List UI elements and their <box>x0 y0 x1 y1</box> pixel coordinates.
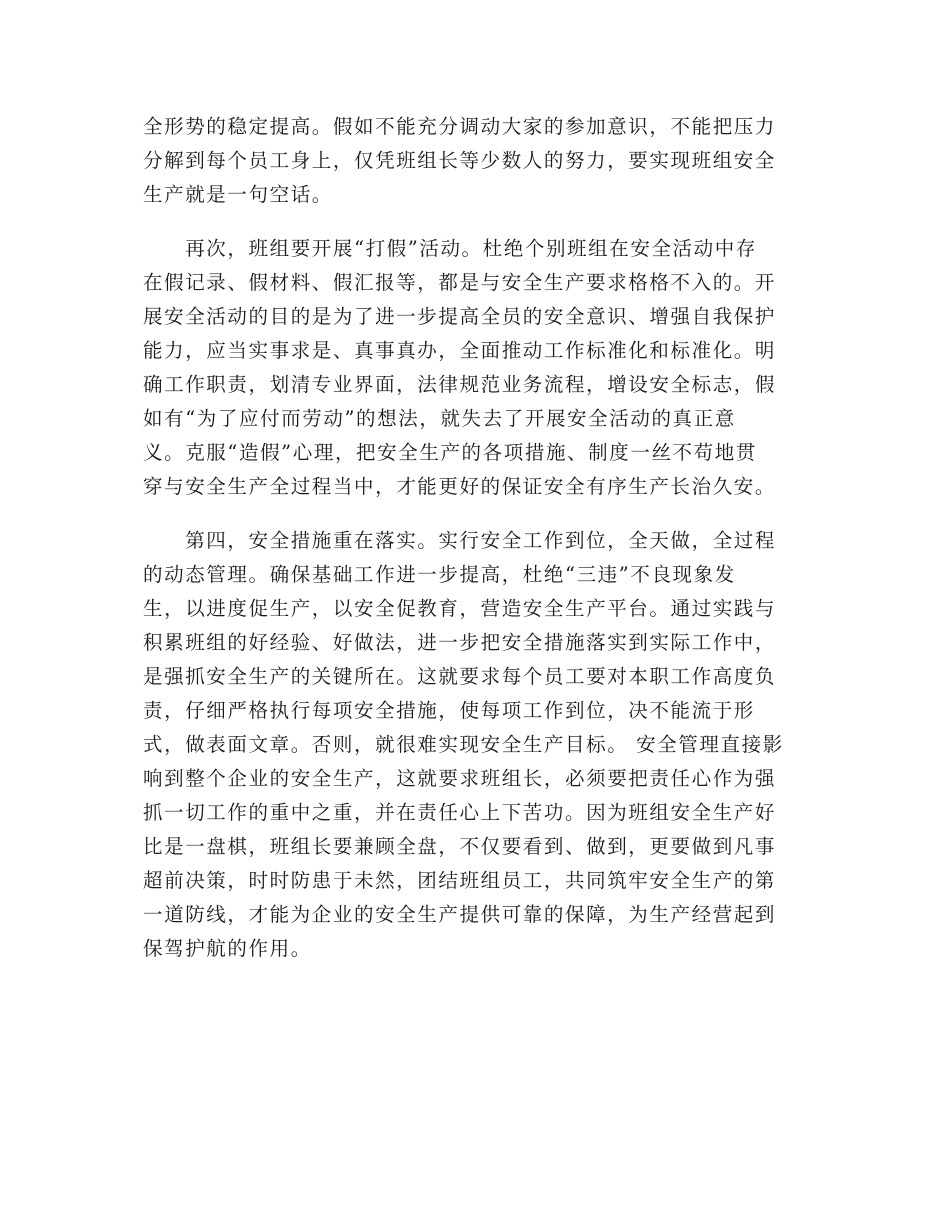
text-line: 穿与安全生产全过程当中，才能更好的保证安全有序生产长治久安。 <box>143 475 777 498</box>
text-line: 生，以进度促生产，以安全促教育，营造安全生产平台。通过实践与 <box>143 597 777 620</box>
paragraph-1 <box>143 110 813 212</box>
text-line: 一道防线，才能为企业的安全生产提供可靠的保障，为生产经营起到 <box>143 903 777 926</box>
body-text <box>143 110 813 966</box>
text-line: 的动态管理。确保基础工作进一步提高，杜绝“三违”不良现象发 <box>143 563 736 586</box>
text-line: 如有“为了应付而劳动”的想法，就失去了开展安全活动的真正意 <box>143 407 736 430</box>
text-line: 责，仔细严格执行每项安全措施，使每项工作到位，决不能流于形 <box>143 699 755 722</box>
text-line: 抓一切工作的重中之重，并在责任心上下苦功。因为班组安全生产好 <box>143 801 777 824</box>
text-line: 分解到每个员工身上，仅凭班组长等少数人的努力，要实现班组安全 <box>143 149 777 172</box>
text-line: 响到整个企业的安全生产，这就要求班组长，必须要把责任心作为强 <box>143 767 777 790</box>
paragraph-3 <box>143 524 813 966</box>
text-line: 义。克服“造假”心理，把安全生产的各项措施、制度一丝不苟地贯 <box>143 441 757 464</box>
text-line: 全形势的稳定提高。假如不能充分调动大家的参加意识，不能把压力 <box>143 115 777 138</box>
text-line: 是强抓安全生产的关键所在。这就要求每个员工要对本职工作高度负 <box>143 665 777 688</box>
text-line: 生产就是一句空话。 <box>143 183 333 206</box>
text-line: 能力，应当实事求是、真事真办，全面推动工作标准化和标准化。明 <box>143 339 777 362</box>
text-line: 在假记录、假材料、假汇报等，都是与安全生产要求格格不入的。开 <box>143 271 777 294</box>
text-line: 积累班组的好经验、好做法，进一步把安全措施落实到实际工作中， <box>143 631 777 654</box>
text-line: 展安全活动的目的是为了进一步提高全员的安全意识、增强自我保护 <box>143 305 777 328</box>
text-line: 第四，安全措施重在落实。实行安全工作到位，全天做，全过程 <box>143 529 777 552</box>
text-line: 再次，班组要开展“打假”活动。杜绝个别班组在安全活动中存 <box>143 237 757 260</box>
text-line: 确工作职责，划清专业界面，法律规范业务流程，增设安全标志，假 <box>143 373 777 396</box>
text-line: 比是一盘棋，班组长要兼顾全盘，不仅要看到、做到，更要做到凡事 <box>143 835 777 858</box>
text-line: 式，做表面文章。否则，就很难实现安全生产目标。 安全管理直接影 <box>143 733 784 756</box>
text-line: 保驾护航的作用。 <box>143 937 312 960</box>
text-line: 超前决策，时时防患于未然，团结班组员工，共同筑牢安全生产的第 <box>143 869 777 892</box>
paragraph-2 <box>143 232 813 504</box>
